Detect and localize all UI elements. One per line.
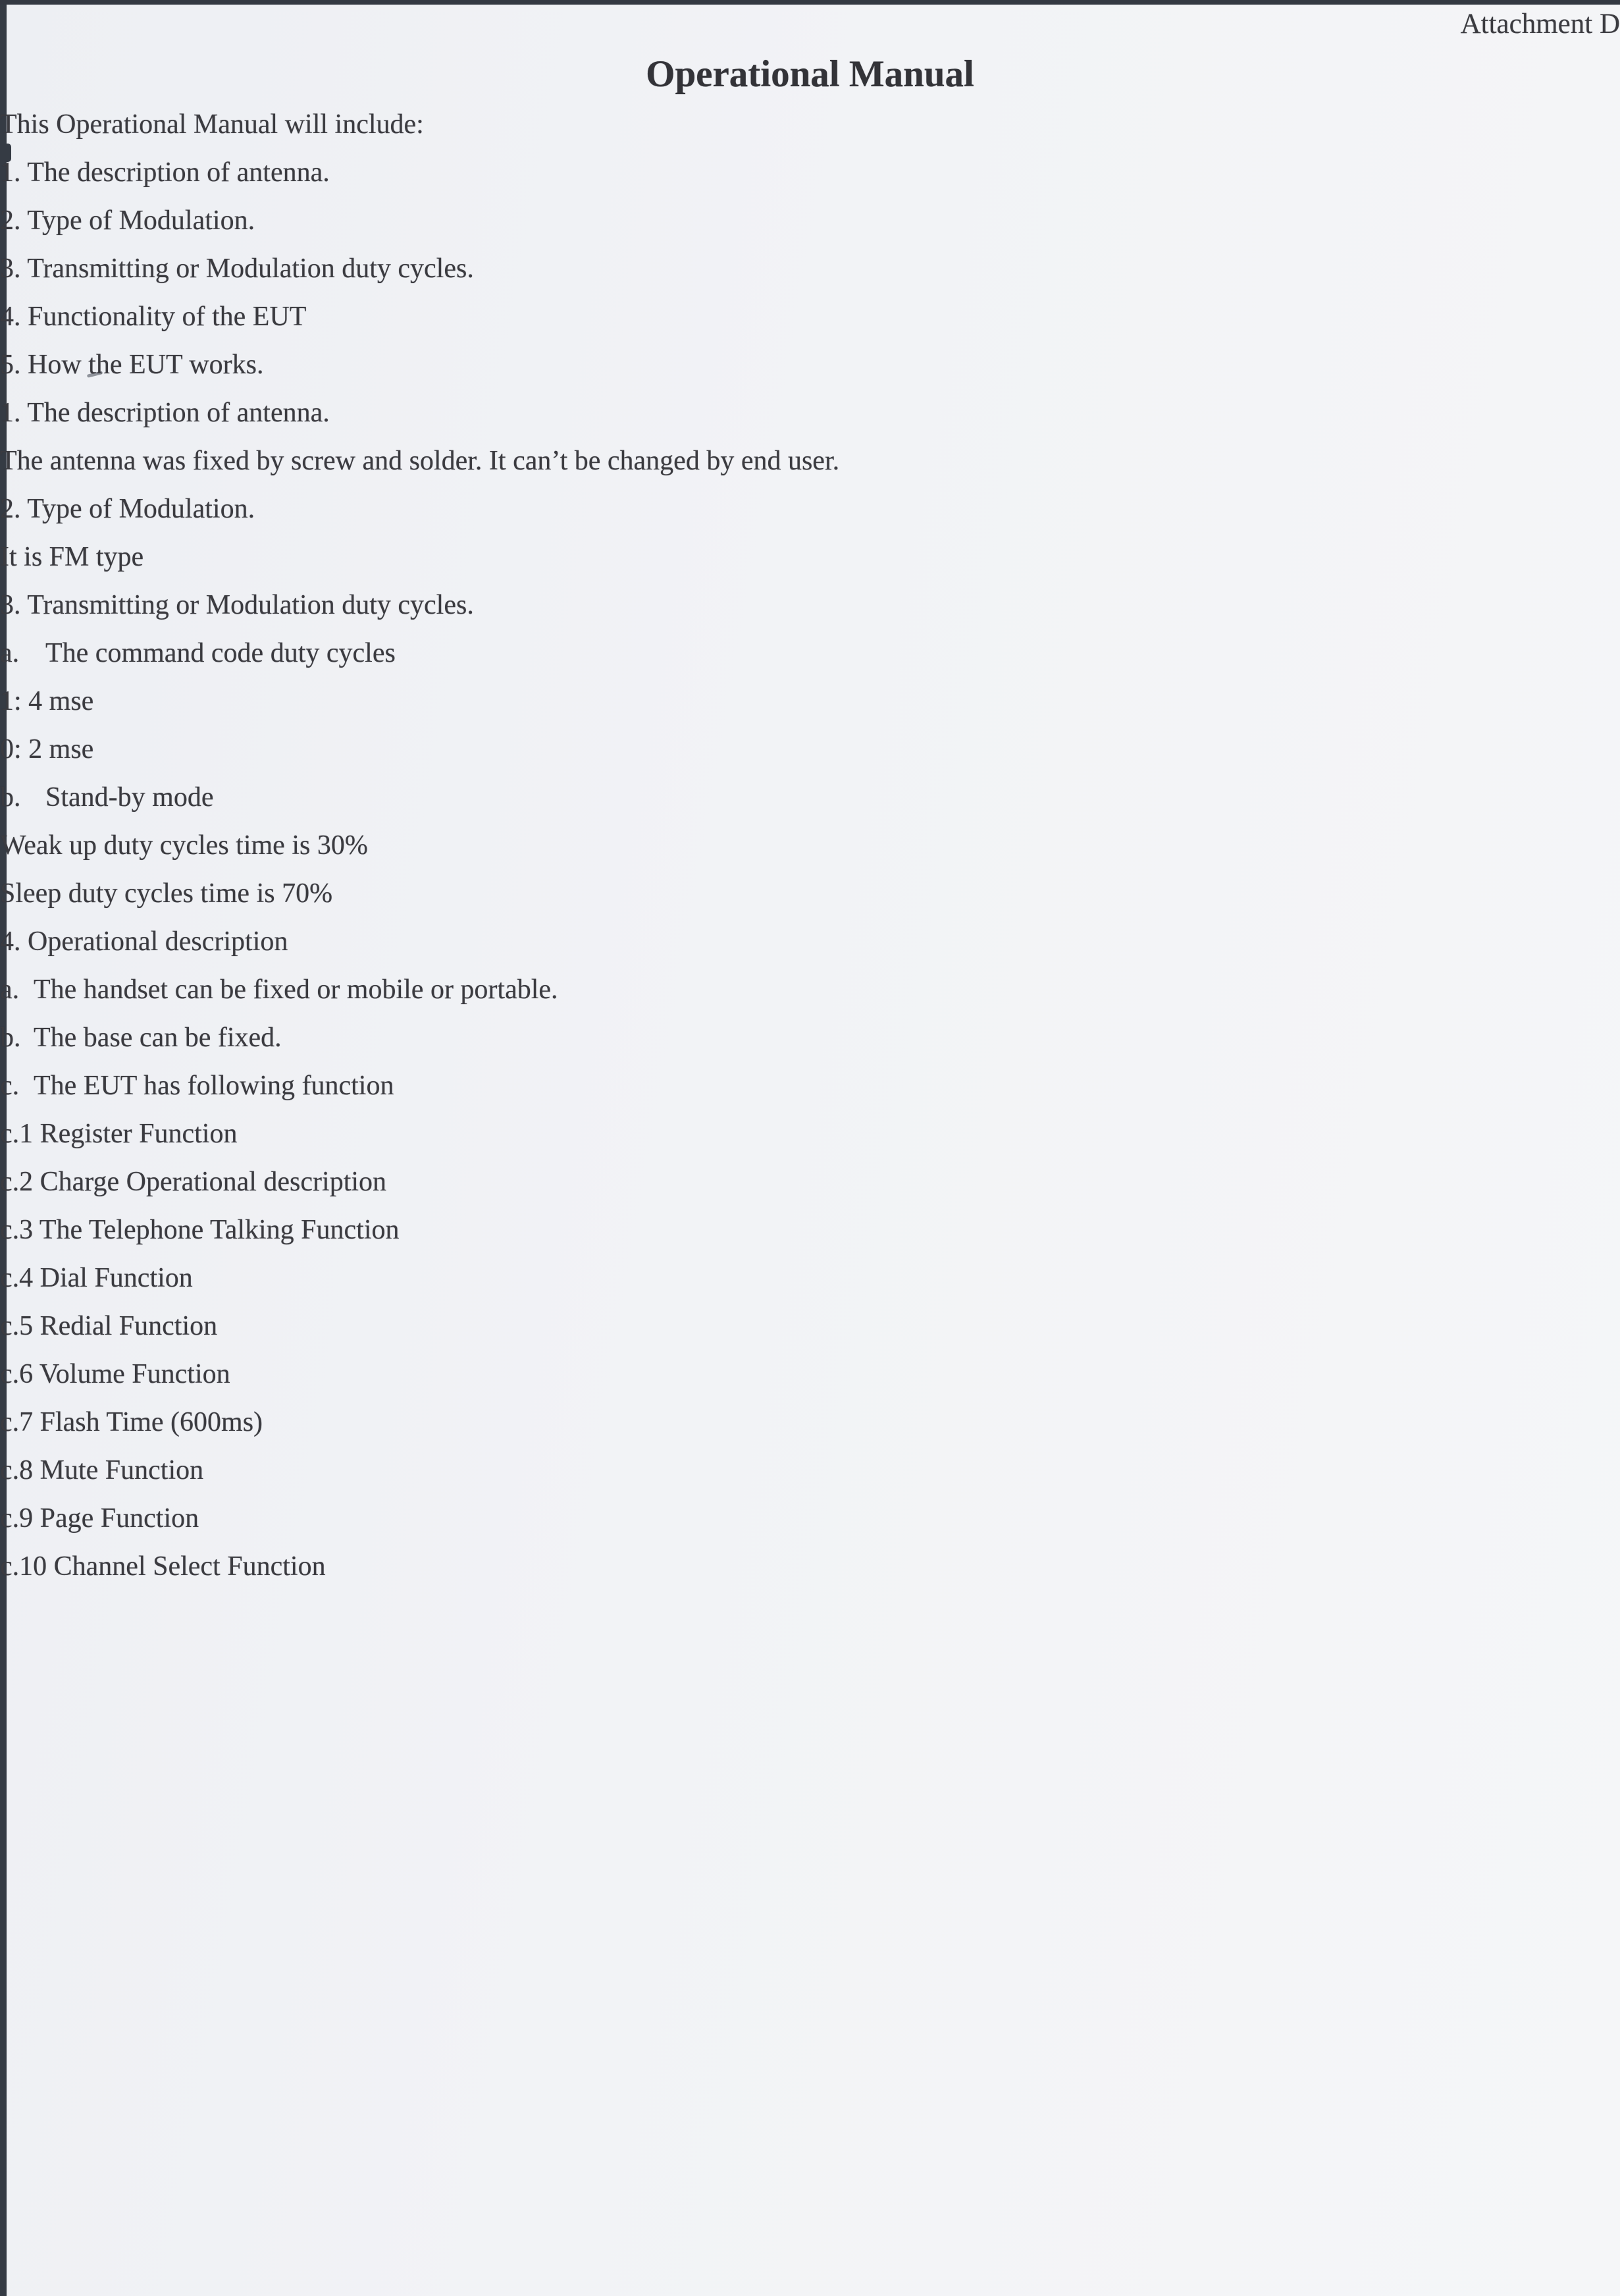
list-item: Sleep duty cycles time is 70% bbox=[0, 878, 333, 909]
section-2-heading: 2. Type of Modulation. bbox=[0, 494, 255, 524]
list-item bbox=[0, 629, 1620, 678]
list-item: c.10 Channel Select Function bbox=[0, 1551, 326, 1582]
sub-item-text: The base can be fixed. bbox=[34, 1023, 282, 1053]
list-item bbox=[0, 1014, 1620, 1062]
section-1-heading: 1. The description of antenna. bbox=[0, 398, 330, 428]
toc-item-4: 4. Functionality of the EUT bbox=[0, 302, 307, 332]
toc-item-5: 5. How the EUT works. bbox=[0, 350, 264, 380]
list-item bbox=[0, 966, 1620, 1014]
toc-item-3: 3. Transmitting or Modulation duty cycles. bbox=[0, 254, 474, 284]
sub-item-text: The EUT has following function bbox=[34, 1071, 394, 1101]
list-item: c.8 Mute Function bbox=[0, 1455, 204, 1485]
list-item: c.9 Page Function bbox=[0, 1503, 199, 1534]
section-3-heading: 3. Transmitting or Modulation duty cycles. bbox=[0, 590, 474, 620]
list-item: c.7 Flash Time (600ms) bbox=[0, 1407, 263, 1437]
sub-item-text: Stand-by mode bbox=[45, 782, 214, 813]
sub-item-label: c. bbox=[0, 1071, 20, 1101]
toc-item-1: 1. The description of antenna. bbox=[0, 157, 330, 188]
list-item: c.4 Dial Function bbox=[0, 1263, 193, 1293]
list-item: c.6 Volume Function bbox=[0, 1359, 230, 1389]
list-item bbox=[0, 1062, 1620, 1110]
section-2-body: It is FM type bbox=[0, 542, 144, 572]
list-item: 1: 4 mse bbox=[0, 686, 94, 716]
list-item: c.3 The Telephone Talking Function bbox=[0, 1215, 400, 1245]
sub-item-text: The command code duty cycles bbox=[45, 638, 396, 668]
sub-item-label: a. bbox=[0, 638, 20, 668]
intro-line: This Operational Manual will include: bbox=[0, 109, 424, 140]
attachment-label: Attachment D bbox=[1460, 9, 1620, 40]
list-item: Weak up duty cycles time is 30% bbox=[0, 830, 368, 861]
section-1-body: The antenna was fixed by screw and solder. It can’t be changed by end user. bbox=[0, 446, 840, 476]
section-4-heading: 4. Operational description bbox=[0, 926, 288, 957]
sub-item-text: The handset can be fixed or mobile or portable. bbox=[34, 974, 558, 1005]
list-item bbox=[0, 774, 1620, 822]
page-title: Operational Manual bbox=[646, 53, 974, 95]
sub-item-label: b. bbox=[0, 782, 21, 813]
sub-item-label: b. bbox=[0, 1023, 21, 1053]
list-item: c.5 Redial Function bbox=[0, 1311, 218, 1341]
list-item: c.2 Charge Operational description bbox=[0, 1167, 387, 1197]
sub-item-label: a. bbox=[0, 974, 20, 1005]
list-item: 0: 2 mse bbox=[0, 734, 94, 764]
list-item: c.1 Register Function bbox=[0, 1119, 238, 1149]
toc-item-2: 2. Type of Modulation. bbox=[0, 205, 255, 236]
